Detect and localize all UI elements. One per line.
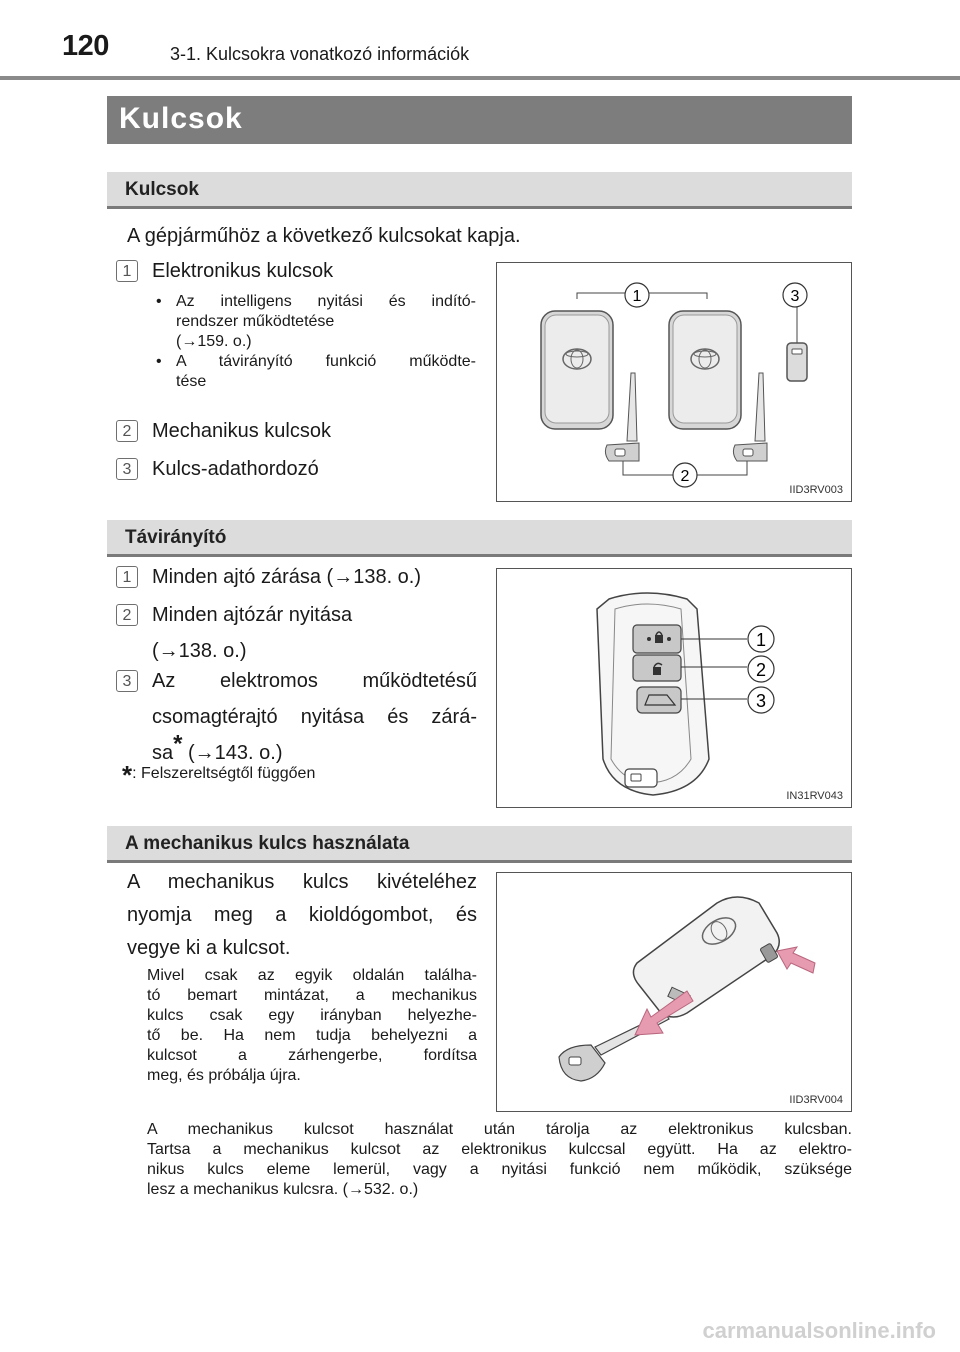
section-heading-label: Kulcsok: [125, 179, 199, 200]
list-item-mechanical-keys: Mechanikus kulcsok: [152, 420, 331, 442]
svg-text:3: 3: [755, 691, 767, 711]
item-number-icon: 2: [116, 420, 138, 442]
electronic-key-1: [541, 311, 613, 429]
keys-intro: A gépjárműhöz a következő kulcsokat kapja.: [127, 225, 521, 247]
callout-3: [783, 283, 807, 307]
list-item-key-card: Kulcs-adathordozó: [152, 458, 319, 480]
header-rule: [0, 76, 960, 80]
callout-2: [748, 656, 774, 682]
unlock-button: [633, 655, 681, 681]
svg-text:2: 2: [680, 468, 690, 485]
figure-code: IN31RV043: [786, 790, 843, 802]
mechanical-storage-note: A mechanikus kulcsot használat után tárolja az elektronikus kulcsban. Tartsa a mechanikus kulcsot az elektronikus kulccsal együtt. Ha az elektro- nikus kulcs eleme lemerül, vagy a nyitási funkció nem működik, szüksége lesz a mechanikus kulcsra. (→532. o.): [147, 1121, 852, 1198]
main-title-bar: [107, 96, 852, 144]
lock-button: [633, 625, 681, 653]
figure-keys: [496, 262, 852, 502]
running-header: 3-1. Kulcsokra vonatkozó információk: [170, 44, 470, 64]
bullet-item: • Az intelligens nyitási és indító- rendszer működtetése (→159. o.): [156, 293, 476, 350]
svg-text:1: 1: [755, 630, 767, 650]
item-number-icon: 3: [116, 458, 138, 480]
bullet-list: [156, 292, 476, 392]
mechanical-key-illustration: [497, 873, 850, 1110]
svg-text:2: 2: [755, 660, 767, 680]
list-item-power-backdoor: Az elektromos működtetésű csomagtérajtó nyitása és zárá- sa* (→143. o.): [152, 670, 477, 764]
electronic-key: [633, 897, 779, 1017]
figure-mechanical-key: [496, 872, 852, 1112]
section-heading-mechanical: [107, 826, 852, 863]
keys-illustration: [497, 263, 850, 500]
section-heading-keys: [107, 172, 852, 209]
list-item-unlock-all: Minden ajtózár nyitása (→138. o.): [152, 604, 353, 662]
list-item-lock-all: Minden ajtó zárása (→138. o.): [152, 566, 422, 588]
svg-text:1: 1: [632, 288, 642, 305]
item-number-icon: 1: [116, 566, 138, 588]
section-heading-label: A mechanikus kulcs használata: [125, 833, 410, 854]
callout-2: [673, 463, 697, 487]
figure-code: IID3RV004: [789, 1094, 843, 1106]
remote-illustration: [497, 569, 850, 806]
page-title: Kulcsok: [119, 102, 243, 135]
watermark: carmanualsonline.info: [702, 1318, 936, 1343]
callout-1: [625, 283, 649, 307]
figure-code: IID3RV003: [789, 484, 843, 496]
bullet-item: • A távirányító funkció működte- tése: [156, 353, 476, 390]
item-number-icon: 2: [116, 604, 138, 626]
backdoor-button: [637, 687, 681, 713]
mechanical-instructions: A mechanikus kulcs kivételéhez nyomja meg a kioldógombot, és vegye ki a kulcsot.: [127, 871, 477, 959]
section-heading-remote: [107, 520, 852, 557]
list-item-electronic-keys: Elektronikus kulcsok: [152, 260, 334, 282]
section-heading-label: Távirányító: [125, 527, 227, 548]
callout-3: [748, 687, 774, 713]
svg-text:3: 3: [790, 288, 800, 305]
callout-1: [748, 626, 774, 652]
page-number: 120: [62, 30, 109, 62]
footnote: *: Felszereltségtől függően: [122, 760, 316, 790]
item-number-icon: 3: [116, 670, 138, 692]
release-arrow: [777, 947, 815, 973]
electronic-key-2: [669, 311, 741, 429]
key-card: [787, 343, 807, 381]
item-number-icon: 1: [116, 260, 138, 282]
mechanical-note: Mivel csak az egyik oldalán találha- tó bemart mintázat, a mechanikus kulcs csak egy irányban helyezhe- tő be. Ha nem tudja behelyezni a kulcsot a zárhengerbe, fordítsa meg, és próbálja újra.: [147, 967, 477, 1084]
figure-remote: [496, 568, 852, 808]
